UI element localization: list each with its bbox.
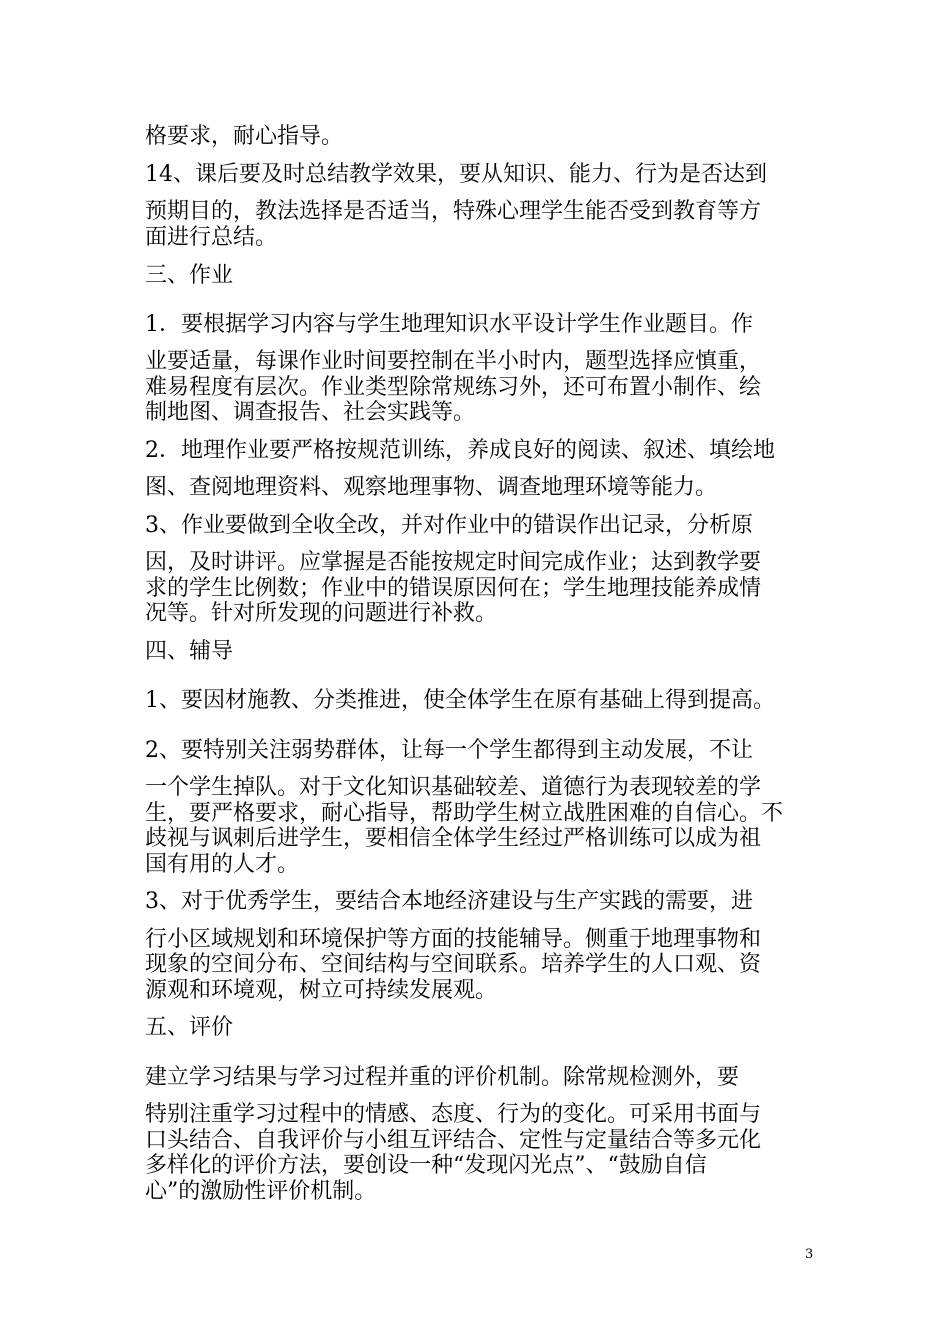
text-line: 口头结合、自我评价与小组互评结合、定性与定量结合等多元化 (145, 1128, 762, 1153)
text-line: 难易程度有层次。作业类型除常规练习外，还可布置小制作、绘 (145, 375, 762, 400)
text-line: 2、要特别关注弱势群体，让每一个学生都得到主动发展，不让 (145, 738, 753, 763)
text-line: 1．要根据学习内容与学生地理知识水平设计学生作业题目。作 (145, 312, 753, 337)
text-line: 业要适量，每课作业时间要控制在半小时内，题型选择应慎重， (145, 349, 762, 374)
text-line: 14、课后要及时总结教学效果，要从知识、能力、行为是否达到 (145, 162, 767, 187)
text-line: 建立学习结果与学习过程并重的评价机制。除常规检测外，要 (145, 1065, 740, 1090)
section-heading: 五、评价 (145, 1015, 234, 1040)
text-line: 3、作业要做到全收全改，并对作业中的错误作出记录，分析原 (145, 513, 753, 538)
section-heading: 四、辅导 (145, 639, 234, 664)
text-line: 源观和环境观，树立可持续发展观。 (145, 978, 498, 1003)
text-line: 生，要严格要求，耐心指导，帮助学生树立战胜困难的自信心。不 (145, 801, 784, 826)
text-line: 一个学生掉队。对于文化知识基础较差、道德行为表现较差的学 (145, 775, 762, 800)
text-line: 现象的空间分布、空间结构与空间联系。培养学生的人口观、资 (145, 952, 762, 977)
text-line: 况等。针对所发现的问题进行补救。 (145, 601, 498, 626)
text-line: 预期目的，教法选择是否适当，特殊心理学生能否受到教育等方 (145, 199, 762, 224)
text-line: 格要求，耐心指导。 (145, 124, 344, 149)
text-line: 3、对于优秀学生，要结合本地经济建设与生产实践的需要，进 (145, 889, 753, 914)
text-line: 心”的激励性评价机制。 (145, 1179, 377, 1204)
text-line: 1、要因材施教、分类推进，使全体学生在原有基础上得到提高。 (145, 688, 775, 713)
page-number: 3 (805, 1247, 814, 1262)
text-line: 歧视与讽刺后进学生，要相信全体学生经过严格训练可以成为祖 (145, 826, 762, 851)
text-line: 2．地理作业要严格按规范训练，养成良好的阅读、叙述、填绘地 (145, 438, 775, 463)
section-heading: 三、作业 (145, 263, 234, 288)
text-line: 求的学生比例数；作业中的错误原因何在；学生地理技能养成情 (145, 576, 762, 601)
text-line: 多样化的评价方法，要创设一种“发现闪光点”、“鼓励自信 (145, 1153, 707, 1178)
text-line: 国有用的人才。 (145, 852, 300, 877)
text-line: 面进行总结。 (145, 225, 278, 250)
text-line: 行小区域规划和环境保护等方面的技能辅导。侧重于地理事物和 (145, 927, 762, 952)
text-line: 制地图、调查报告、社会实践等。 (145, 400, 476, 425)
text-line: 特别注重学习过程中的情感、态度、行为的变化。可采用书面与 (145, 1102, 762, 1127)
text-line: 图、查阅地理资料、观察地理事物、调查地理环境等能力。 (145, 475, 718, 500)
text-line: 因，及时讲评。应掌握是否能按规定时间完成作业；达到教学要 (145, 550, 762, 575)
